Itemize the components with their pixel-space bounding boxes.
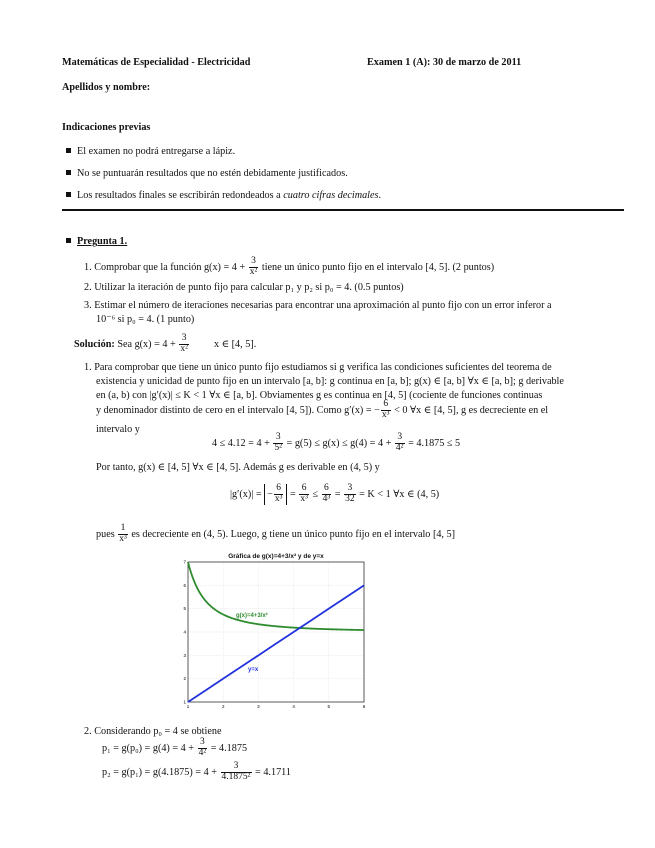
instructions-title: Indicaciones previas xyxy=(62,122,151,133)
fraction: $\frac{3}{\text{x²}}$ xyxy=(249,256,258,277)
bullet-square-icon xyxy=(66,238,71,243)
instruction-item-3: Los resultados finales se escribirán redondeados a cuatro cifras decimales. xyxy=(66,190,381,201)
bullet-square-icon xyxy=(66,148,71,153)
name-label: Apellidos y nombre: xyxy=(62,82,151,93)
fraction: $\frac{6}{\text{4³}}$ xyxy=(322,483,331,504)
fraction: $\frac{6}{\text{x³}}$ xyxy=(274,483,283,504)
solution-para-1-line-3: en (a, b) con |g′(x)| ≤ K < 1 ∀x ∈ [a, b]. Obviamentes g es continua en [4, 5] (cociente de funciones continuas xyxy=(96,390,543,401)
x-tick-label: 4 xyxy=(292,704,295,709)
fraction: $\frac{3}{\text{x²}}$ xyxy=(180,333,188,354)
question-part-3: 3. Estimar el número de iteraciones necesarias para encontrar una aproximación al punto fijo con un error inferor a xyxy=(84,300,552,311)
course-title: Matemáticas de Especialidad - Electricidad xyxy=(62,57,251,68)
fraction: $\frac{3}{\text{4²}}$ xyxy=(198,737,207,758)
section-divider xyxy=(62,209,624,211)
fraction: $\frac{1}{\text{x³}}$ xyxy=(119,523,127,544)
inequality-equation: 4 ≤ 4.12 = 4 + $\frac{3}{\text{5²}}$ = g(5) ≤ g(x) ≤ g(4) = 4 + $\frac{3}{\text{4²}}$ = 4.1875 ≤ 5 xyxy=(212,432,461,453)
exam-title: Examen 1 (A): 30 de marzo de 2011 xyxy=(367,57,522,68)
x-tick-label: 1 xyxy=(186,704,190,709)
question-part-3-cont: 10⁻⁶ si p₀ = 4. (1 punto) xyxy=(96,314,195,325)
fraction: $\frac{6}{\text{x³}}$ xyxy=(300,483,308,504)
y-tick-label: 2 xyxy=(183,676,186,682)
solution-para-1-line-1: 1. Para comprobar que tiene un único punto fijo estudiamos si g verifica las condiciones suficientes del teorema de xyxy=(84,362,552,373)
x-tick-label: 3 xyxy=(257,704,260,709)
y-tick-label: 3 xyxy=(183,652,186,658)
series-line-gx xyxy=(188,562,364,630)
question-part-1: 1. Comprobar que la función g(x) = 4 + $\frac{3}{\text{x²}}$ tiene un único punto fijo en el intervalo [4, 5]. (2 puntos) xyxy=(84,256,495,277)
x-tick-label: 2 xyxy=(221,704,225,709)
y-tick-label: 5 xyxy=(183,606,186,612)
chart-grid xyxy=(188,562,364,702)
fraction: $\frac{3}{\text{5²}}$ xyxy=(274,432,282,453)
legend-label-gx: g(x)=4+3/x² xyxy=(236,613,268,619)
solution-para-1-line-2: existencia y unicidad de punto fijo en un intervalo [a, b]: g continua en [a, b]; g(x) ∈ [a, b] ∀x ∈ [a, b]; g derivable xyxy=(96,376,564,387)
y-tick-label: 4 xyxy=(183,629,186,635)
chart-title: Gráfica de g(x)=4+3/x² y de y=x xyxy=(228,553,324,560)
fraction: $\frac{3}{\text{4.1875²}}$ xyxy=(221,761,251,782)
solution-pues-line: pues $\frac{1}{\text{x³}}$ es decreciente en (4, 5). Luego, g tiene un único punto fijo en el intervalo [4, 5] xyxy=(96,523,456,544)
bullet-square-icon xyxy=(66,192,71,197)
fraction: $\frac{3}{32}$ xyxy=(345,483,355,504)
question-title: Pregunta 1. xyxy=(66,236,127,247)
solution-intro: Solución: Sea g(x) = 4 + $\frac{3}{\text{x²}}$ x ∈ [4, 5]. xyxy=(74,333,257,354)
fraction: $\frac{3}{\text{4²}}$ xyxy=(395,432,404,453)
solution-tanto-line: Por tanto, g(x) ∈ [4, 5] ∀x ∈ [4, 5]. Además g es derivable en (4, 5) y xyxy=(96,462,380,473)
derivative-bound-equation: |g′(x)| = − $\frac{6}{\text{x³}}$ = $\frac{6}{\text{x³}}$ ≤ $\frac{6}{\text{4³}}$ = $\frac{3}{32}$ = K < 1 ∀x ∈ (4, 5) xyxy=(230,483,440,504)
fraction: $\frac{6}{\text{x³}}$ xyxy=(381,399,390,420)
instruction-item-2: No se puntuarán resultados que no estén debidamente justificados. xyxy=(66,168,348,179)
x-tick-label: 6 xyxy=(362,704,366,709)
series-line-yx xyxy=(188,585,364,702)
absolute-value: − $\frac{6}{\text{x³}}$ xyxy=(264,484,287,505)
question-part-2: 2. Utilizar la iteración de punto fijo para calcular p₁ y p₂ si p₀ = 4. (0.5 puntos) xyxy=(84,282,404,293)
y-tick-label: 7 xyxy=(183,559,186,565)
y-tick-label: 1 xyxy=(183,699,186,705)
solution-part-2: 2. Considerando p₀ = 4 se obtiene xyxy=(84,726,222,737)
solution-para-1-line-5: intervalo y xyxy=(96,424,140,435)
solution-para-1-line-4: y denominador distinto de cero en el intervalo [4, 5]). Como g′(x) = − $\frac{6}{\text{x³}}$ < 0 ∀x ∈ [4, 5], g es decreciente en el xyxy=(96,399,549,420)
fixed-point-chart xyxy=(178,548,374,710)
x-tick-label: 5 xyxy=(327,704,331,709)
iteration-p2: p₂ = g(p₁) = g(4.1875) = 4 + $\frac{3}{\text{4.1875²}}$ = 4.1711 xyxy=(102,761,291,782)
y-tick-label: 6 xyxy=(183,582,186,588)
legend-label-yx: y=x xyxy=(248,667,259,673)
bullet-square-icon xyxy=(66,170,71,175)
instruction-item-1: El examen no podrá entregarse a lápiz. xyxy=(66,146,235,157)
iteration-p1: p₁ = g(p₀) = g(4) = 4 + $\frac{3}{\text{4²}}$ = 4.1875 xyxy=(102,737,248,758)
